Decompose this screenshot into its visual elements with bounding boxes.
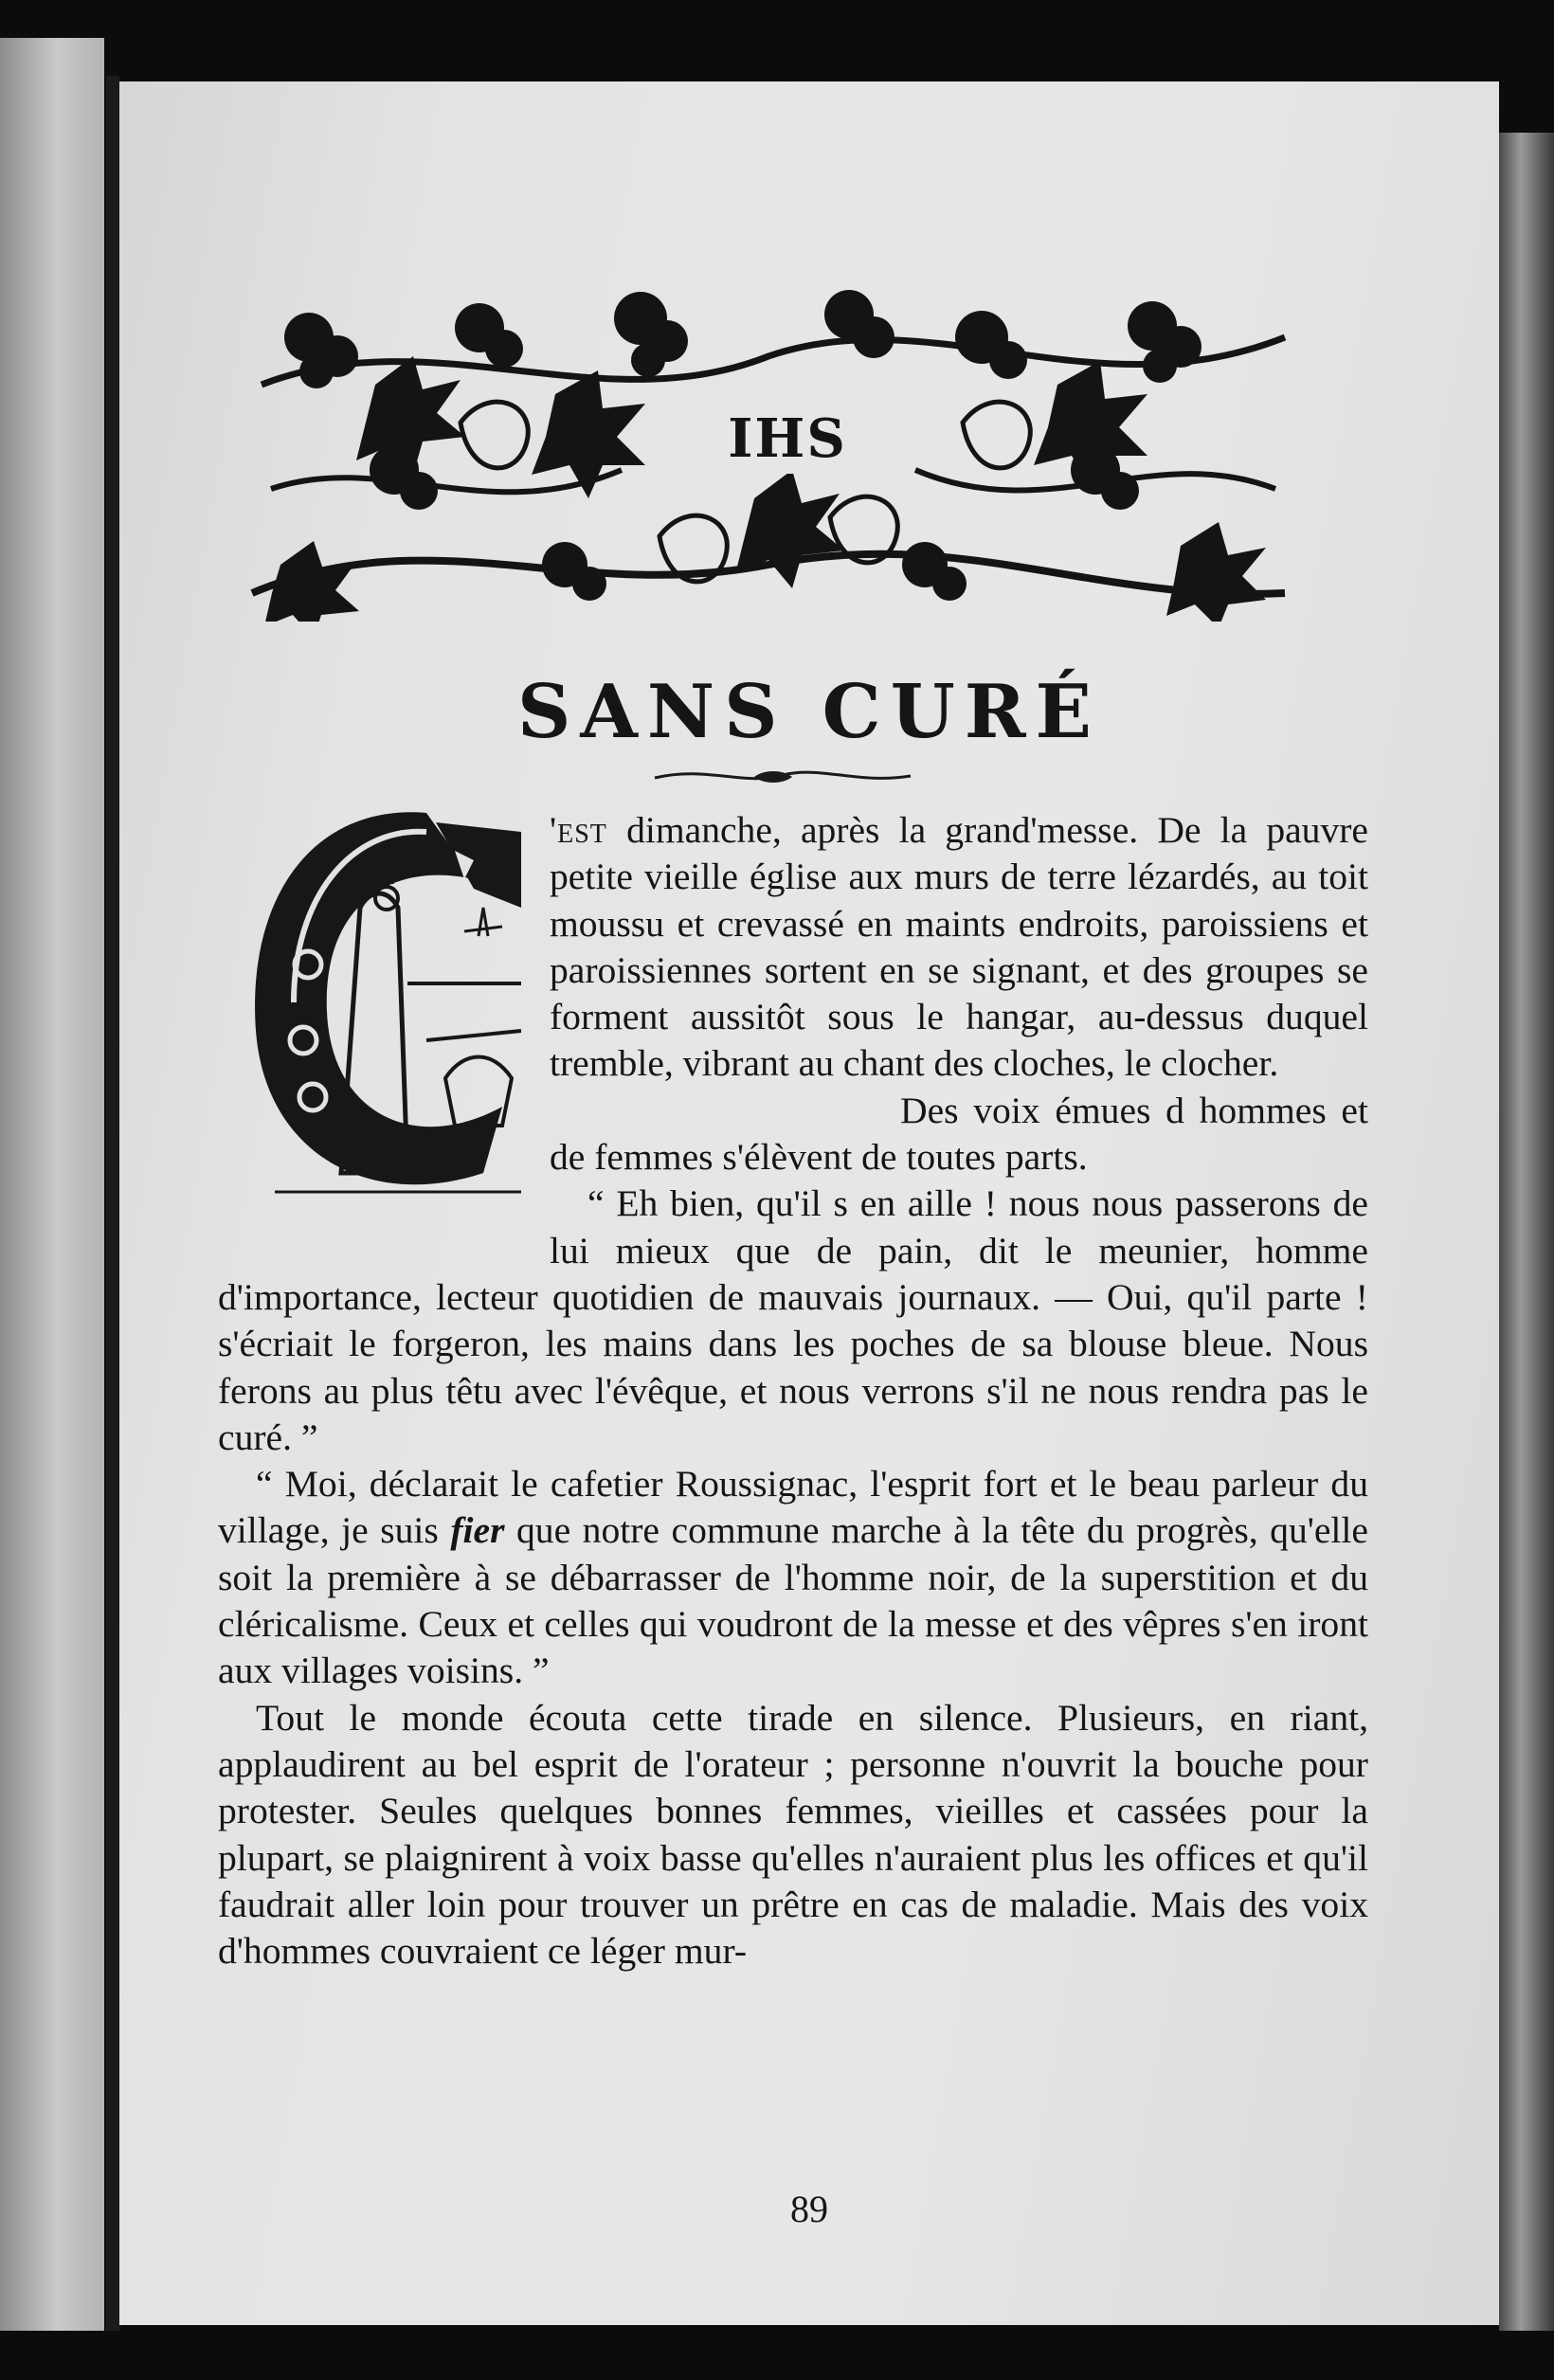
book-gutter [106, 76, 119, 2331]
facing-page-edge [0, 38, 104, 2331]
title-flourish-ornament [650, 764, 915, 788]
paragraph-4-text-b: que notre commune marche à la tête du progrès, qu'elle soit la première à se débarrasser de l'homme noir, de la superstition et du cléricalisme. Ceux et celles qui voudront de la messe et des vêpres s'en iront aux villages voisins. ” [218, 1509, 1368, 1692]
book-page [119, 81, 1499, 2325]
lead-word: 'est [550, 809, 607, 851]
monogram-ihs: IHS [716, 404, 858, 474]
chapter-body-text [218, 807, 1368, 1974]
paragraph-5: Tout le monde écouta cette tirade en silence. Plusieurs, en riant, applaudirent au bel esprit de l'orateur ; personne n'ouvrit la bouche pour protester. Seules quelques bonnes femmes, vieilles et cassées pour la plupart, se plaignirent à voix basse qu'elles n'auraient plus les offices et qu'il faudrait aller loin pour trouver un prêtre en cas de maladie. Mais des voix d'hommes couvraient ce léger mur- [218, 1696, 1368, 1973]
page-number: 89 [790, 2188, 828, 2230]
book-fore-edge [1499, 133, 1554, 2331]
paragraph-4-text-a: “ Moi, déclarait le cafetier Roussignac, l'esprit fort et le beau parleur du village, je suis [218, 1463, 1368, 1552]
paragraph-4 [218, 1461, 1368, 1694]
emphasized-word: fier [450, 1509, 505, 1552]
chapter-title: SANS CURÉ [516, 669, 1101, 755]
paragraph-1-text: dimanche, après la grand'messe. De la pauvre petite vieille église aux murs de terre lézardés, au toit moussu et crevassé en maints endroits, paroissiens et paroissiennes sortent en se signant, et des groupes se forment aussitôt sous le hangar, au-dessus duquel tremble, vibrant au chant des cloches, le clocher. [550, 809, 1368, 1085]
paragraph-3: “ Eh bien, qu'il s en aille ! nous nous passerons de lui mieux que de pain, dit le meunier, homme d'importance, lecteur quotidien de mauvais journaux. — Oui, qu'il parte ! s'écriait le forgeron, les mains dans les poches de sa blouse bleue. Nous ferons au plus têtu avec l'évêque, et nous verrons s'il ne nous rendra pas le curé. ” [218, 1182, 1368, 1458]
dropcap-spacer [218, 807, 550, 1228]
paragraph-2: Des voix émues d hommes et de femmes s'élèvent de toutes parts. [550, 1089, 1368, 1179]
